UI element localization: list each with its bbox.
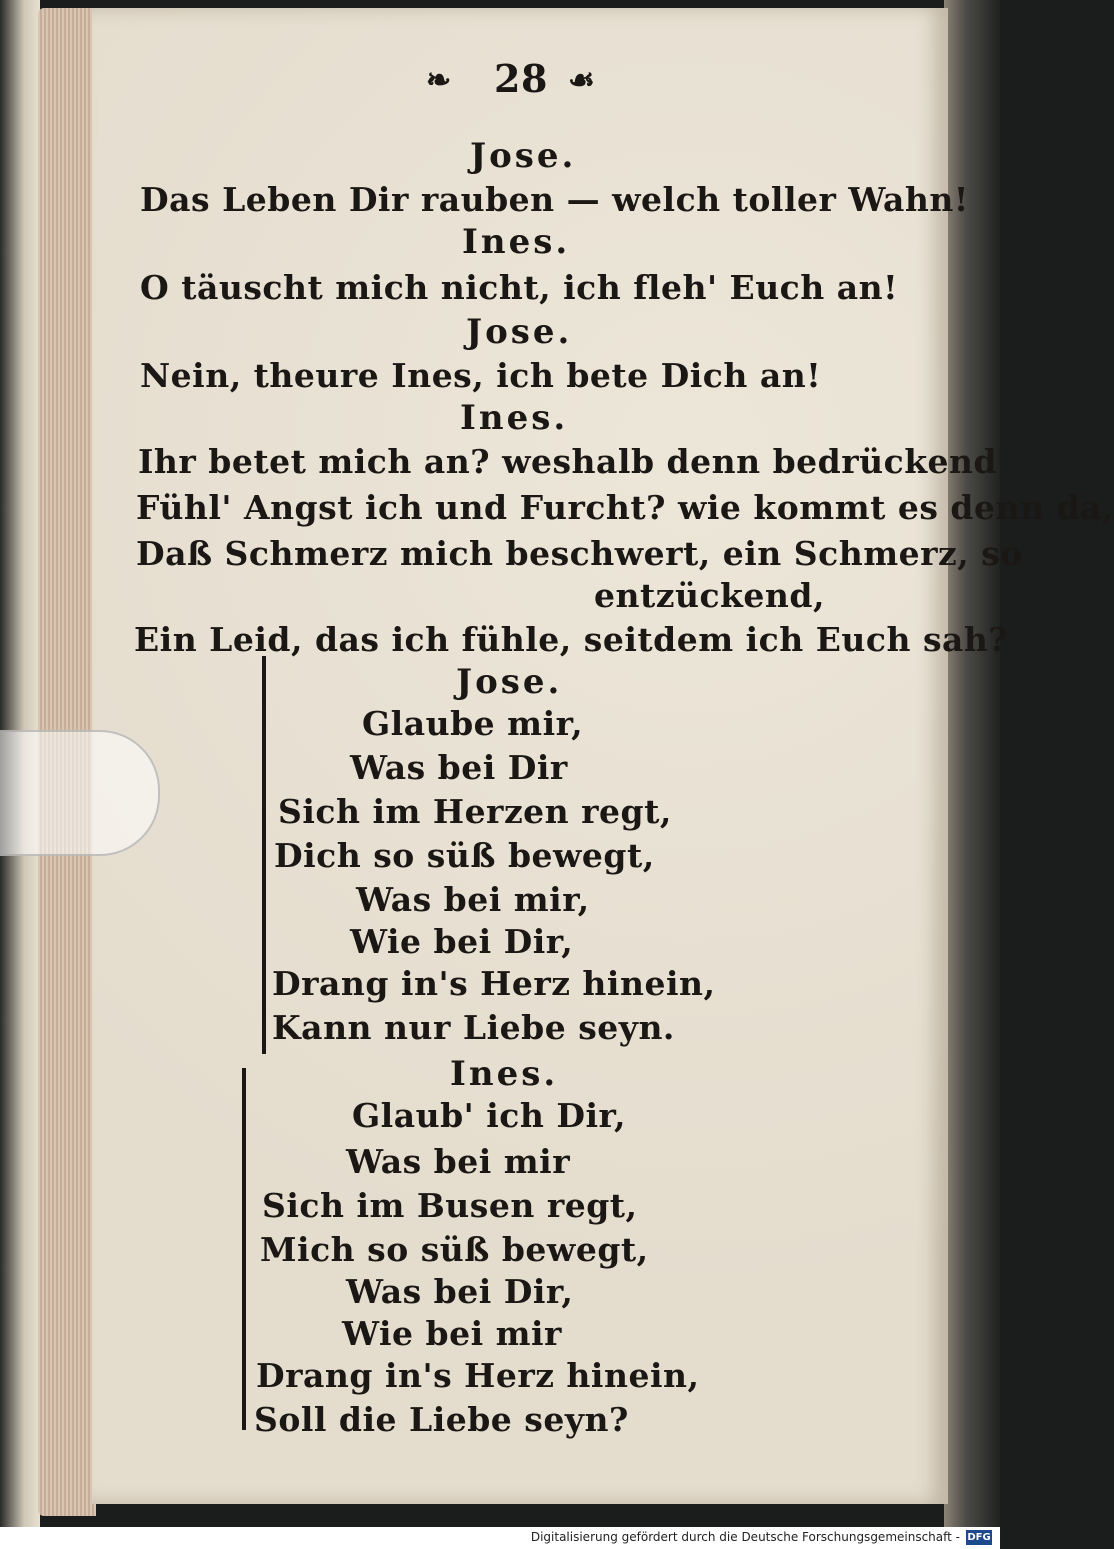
footer-credit: Digitalisierung gefördert durch die Deutsche Forschungsgemeinschaft - [530,1530,960,1544]
verse-line: Drang in's Herz hinein, [272,964,716,1003]
verse-line: Wie bei Dir, [350,922,574,961]
speaker-label: Ines. [460,398,569,438]
speaker-label: Jose. [456,662,563,702]
page-number: 28 [494,56,548,101]
verse-line: Glaub' ich Dir, [352,1096,626,1135]
verse-line: Ein Leid, das ich fühle, seitdem ich Euch sah? [134,620,1009,659]
verse-line: Ihr betet mich an? weshalb denn bedrückend [138,442,998,481]
right-ornament: ☙ [568,63,595,98]
verse-line: entzückend, [594,576,825,615]
verse-line: Daß Schmerz mich beschwert, ein Schmerz, so [136,534,1023,573]
verse-line: Wie bei mir [342,1314,562,1353]
verse-line: Glaube mir, [362,704,584,743]
speaker-label: Jose. [466,312,573,352]
verse-line: Das Leben Dir rauben — welch toller Wahn! [140,180,969,219]
verse-line: Was bei Dir, [346,1272,574,1311]
book-page [92,8,1114,1504]
verse-line: Soll die Liebe seyn? [254,1400,629,1439]
left-ornament: ❧ [426,63,452,98]
page-clip [0,730,160,856]
verse-line: Sich im Herzen regt, [278,792,672,831]
verse-line: O täuscht mich nicht, ich fleh' Euch an! [140,268,899,307]
verse-line: Drang in's Herz hinein, [256,1356,700,1395]
verse-line: Fühl' Angst ich und Furcht? wie kommt es denn da, [136,488,1114,527]
dfg-logo[interactable]: DFG [967,1532,991,1543]
footer-bar [0,1527,1000,1549]
duet-brace [242,1068,246,1430]
verse-line: Was bei mir [346,1142,571,1181]
speaker-label: Jose. [470,136,577,176]
verse-line: Dich so süß bewegt, [274,836,655,875]
verse-line: Kann nur Liebe seyn. [272,1008,675,1047]
duet-brace [262,656,266,1054]
book-right-edge [944,0,1000,1527]
verse-line: Sich im Busen regt, [262,1186,638,1225]
verse-line: Nein, theure Ines, ich bete Dich an! [140,356,822,395]
verse-line: Mich so süß bewegt, [260,1230,649,1269]
speaker-label: Ines. [462,222,571,262]
verse-line: Was bei mir, [356,880,590,919]
verse-line: Was bei Dir [350,748,568,787]
speaker-label: Ines. [450,1054,559,1094]
